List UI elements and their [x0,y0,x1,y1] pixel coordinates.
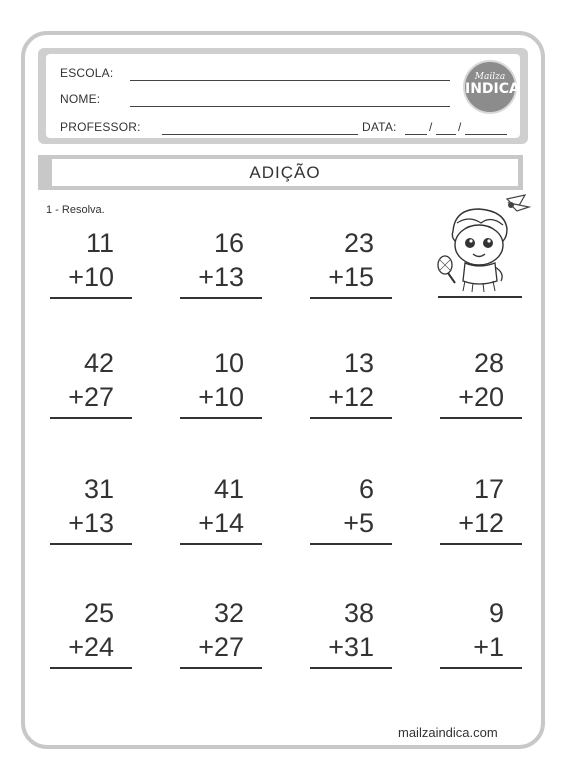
mailza-indica-logo: Mailza INDICA [463,60,517,114]
answer-line [440,417,522,419]
teacher-label: PROFESSOR: [60,120,141,134]
addition-problem: 41 +14 [178,474,262,544]
answer-line [50,543,132,545]
answer-line [310,417,392,419]
addition-problem: 16 +13 [178,228,262,298]
addition-problem: 28 +20 [438,348,522,418]
addition-problem: 42 +27 [48,348,132,418]
addition-problem: 32 +27 [178,598,262,668]
addition-problem: 6 +5 [308,474,392,544]
addition-problem: 38 +31 [308,598,392,668]
date-separator: / [458,120,462,134]
name-label: NOME: [60,92,101,106]
header-inner [46,54,520,138]
answer-line [440,543,522,545]
answer-line [180,297,262,299]
name-field[interactable] [130,106,450,107]
addition-problem: 25 +24 [48,598,132,668]
addition-problem: 13 +12 [308,348,392,418]
date-separator: / [429,120,433,134]
answer-line [440,667,522,669]
addition-problem: 10 +10 [178,348,262,418]
answer-line [50,297,132,299]
addition-problem: 23 +15 [308,228,392,298]
page-title: ADIÇÃO [52,159,518,186]
answer-line [180,543,262,545]
school-label: ESCOLA: [60,66,114,80]
answer-line [50,667,132,669]
answer-line [310,543,392,545]
footer-website: mailzaindica.com [398,725,498,740]
answer-line [310,297,392,299]
answer-line [180,417,262,419]
school-field[interactable] [130,80,450,81]
addition-problem: 17 +12 [438,474,522,544]
teacher-field[interactable] [162,134,358,135]
answer-line [180,667,262,669]
answer-line [50,417,132,419]
answer-line [310,667,392,669]
addition-problem: 31 +13 [48,474,132,544]
header-box [38,48,528,144]
title-bar [38,155,523,190]
date-day-field[interactable] [405,134,427,135]
addition-problem: 9 +1 [438,598,522,668]
date-month-field[interactable] [436,134,456,135]
child-tennis-illustration [425,193,535,293]
date-label: DATA: [362,120,397,134]
answer-line [438,296,522,298]
addition-problem: 11 +10 [48,228,132,298]
date-year-field[interactable] [465,134,507,135]
instruction-text: 1 - Resolva. [46,204,105,216]
